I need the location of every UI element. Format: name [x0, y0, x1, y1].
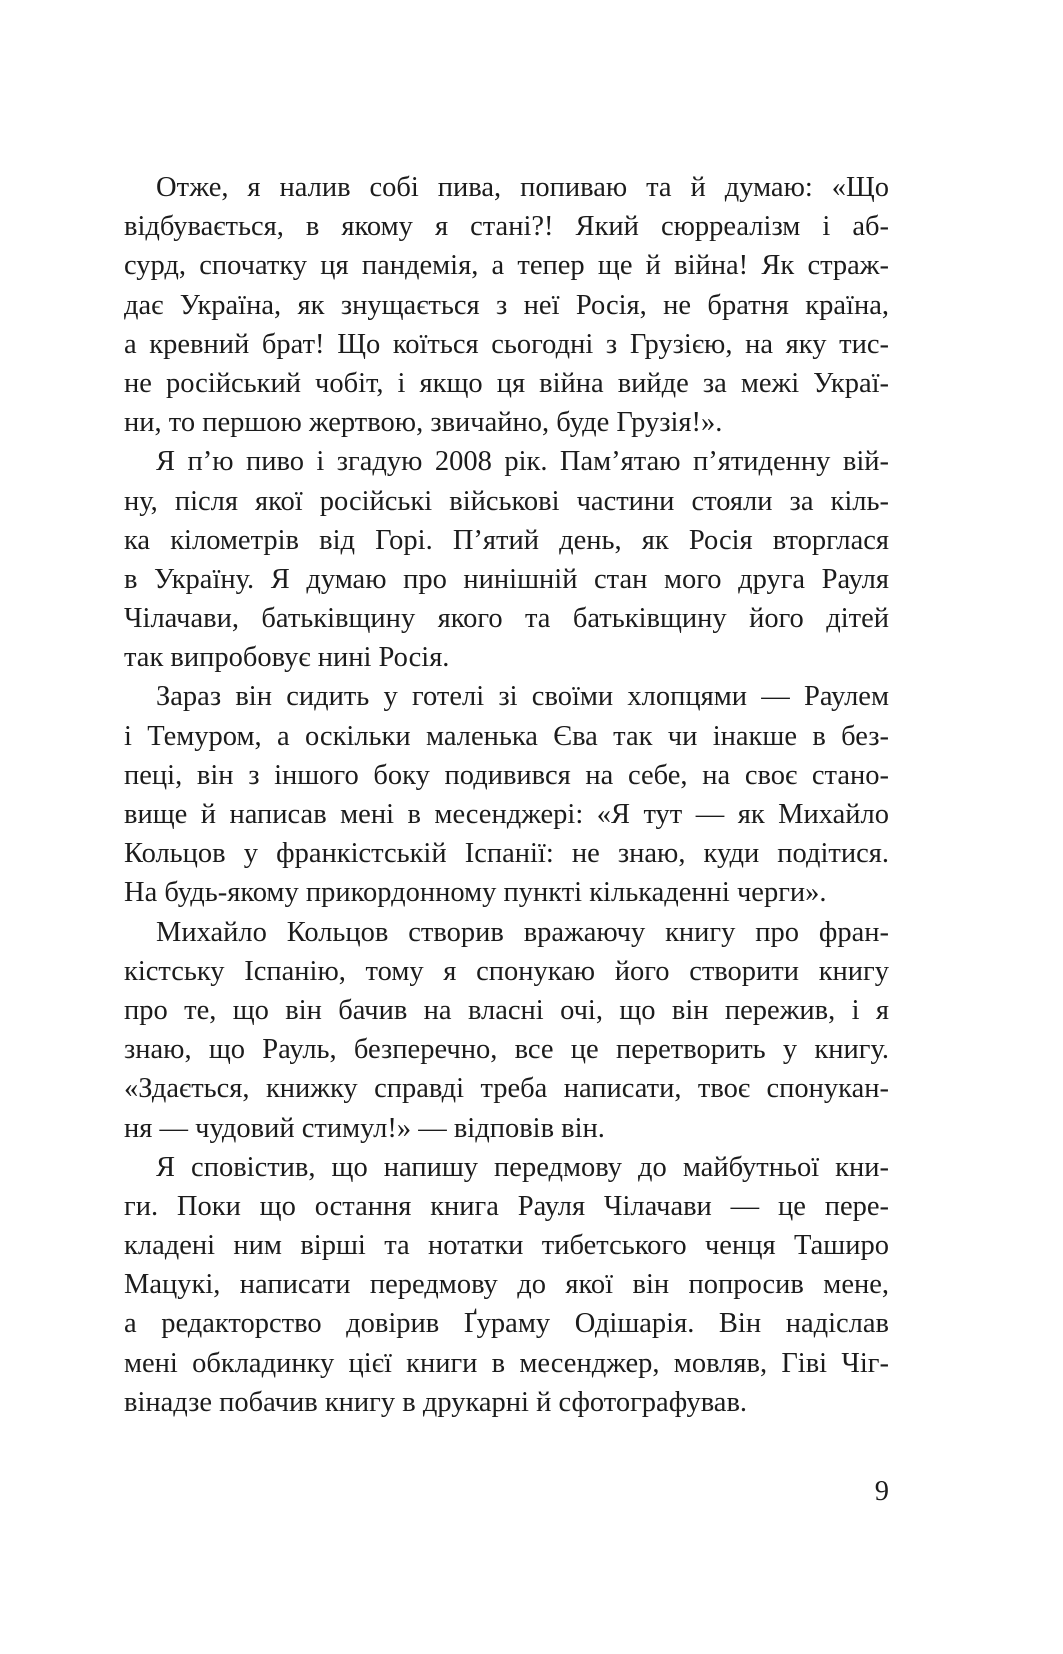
text-line: Я п’ю пиво і згадую 2008 рік. Пам’ятаю п’ятиденну вій- [156, 446, 889, 478]
text-line: кладені ним вірші та нотатки тибетського ченця Таширо [124, 1230, 889, 1262]
text-line: так випробовує нині Росія. [124, 642, 450, 674]
text-line: Мацукі, написати передмову до якої він попросив мене, [124, 1269, 889, 1301]
text-line: кістську Іспанію, тому я спонукаю його створити книгу [124, 955, 889, 987]
text-line: і Темуром, а оскільки маленька Єва так чи інакше в без- [124, 720, 889, 752]
text-line: ги. Поки що остання книга Рауля Чілачави — це пере- [124, 1190, 889, 1222]
paragraph [124, 913, 889, 1148]
text-line: пеці, він з іншого боку подивився на себе, на своє стано- [124, 759, 889, 791]
page-number: 9 [874, 1476, 889, 1507]
text-line: Михайло Кольцов створив вражаючу книгу про фран- [156, 916, 889, 948]
paragraph [124, 677, 889, 912]
text-line: Чілачави, батьківщину якого та батьківщину його дітей [124, 603, 889, 635]
text-line: Я сповістив, що напишу передмову до майбутньої кни- [156, 1151, 889, 1183]
text-line: «Здається, книжку справді треба написати, твоє спонукан- [124, 1073, 889, 1105]
text-line: Отже, я налив собі пива, попиваю та й думаю: «Що [156, 172, 889, 203]
text-line: не російський чобіт, і якщо ця війна вийде за межі Украї- [124, 367, 889, 399]
text-line: вище й написав мені в месенджері: «Я тут — як Михайло [124, 799, 889, 830]
text-line: вінадзе побачив книгу в друкарні й сфотографував. [124, 1386, 748, 1418]
text-line: дає Україна, як знущається з неї Росія, не братня країна, [124, 289, 889, 321]
body-text [124, 168, 889, 1422]
text-line: ня — чудовий стимул!» — відповів він. [124, 1112, 605, 1144]
text-line: знаю, що Рауль, безперечно, все це перетворить у книгу. [124, 1034, 889, 1066]
paragraph [124, 1148, 889, 1422]
text-line: а кревний брат! Що коїться сьогодні з Грузією, на яку тис- [124, 328, 889, 360]
text-line: Зараз він сидить у готелі зі своїми хлопцями — Раулем [156, 681, 889, 713]
text-line: ну, після якої російські військові частини стояли за кіль- [124, 485, 889, 517]
text-line: ка кілометрів від Горі. П’ятий день, як Росія вторглася [124, 524, 889, 556]
text-line: На будь-якому прикордонному пункті кількаденні черги». [124, 877, 827, 909]
text-line: в Україну. Я думаю про нинішній стан мого друга Рауля [124, 563, 889, 595]
text-line: ни, то першою жертвою, звичайно, буде Грузія!». [124, 407, 723, 439]
text-line: мені обкладинку цієї книги в месенджер, мовляв, Гіві Чіг- [124, 1347, 889, 1379]
text-line: відбувається, в якому я стані?! Який сюрреалізм і аб- [124, 211, 889, 243]
text-line: сурд, спочатку ця пандемія, а тепер ще й війна! Як страж- [124, 250, 889, 282]
paragraph [124, 442, 889, 677]
text-line: про те, що він бачив на власні очі, що він пережив, і я [124, 994, 889, 1026]
paragraph [124, 168, 889, 442]
text-line: Кольцов у франкістській Іспанії: не знаю, куди подітися. [124, 838, 889, 870]
text-line: а редакторство довірив Ґураму Одішарія. Він надіслав [124, 1308, 889, 1340]
